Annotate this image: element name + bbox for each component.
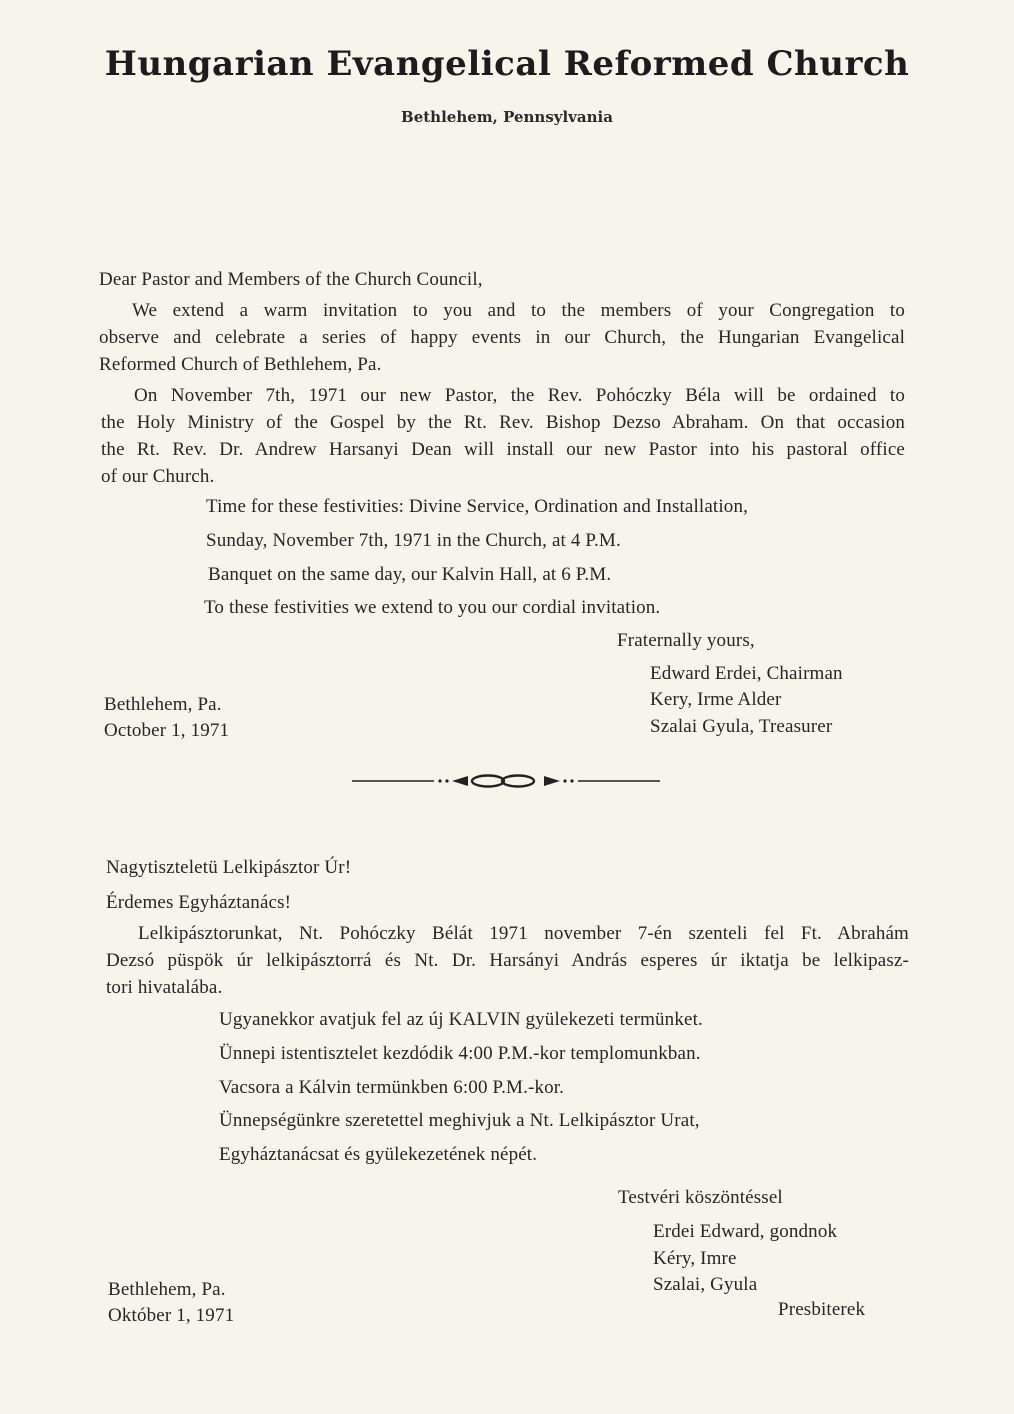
hungarian-signatory: Szalai, Gyula <box>653 1274 758 1295</box>
hungarian-schedule-line: Ünnepségünkre szeretettel meghivjuk a Nt. Lelkipásztor Urat, <box>219 1110 700 1131</box>
hungarian-schedule-line: Ugyanekkor avatjuk fel az új KALVIN gyülekezeti termünket. <box>219 1009 703 1030</box>
hungarian-schedule-line: Vacsora a Kálvin termünkben 6:00 P.M.-kor. <box>219 1077 565 1098</box>
paragraph-line: We extend a warm invitation to you and to the members of your Congregation to <box>132 300 905 321</box>
hungarian-role: Presbiterek <box>778 1299 866 1320</box>
hungarian-place: Bethlehem, Pa. <box>108 1279 226 1300</box>
hungarian-salutation: Nagytiszteletü Lelkipásztor Úr! <box>106 857 352 878</box>
english-paragraph-1 <box>99 297 905 378</box>
english-paragraph-2 <box>101 382 905 490</box>
paragraph-line: tori hivatalába. <box>106 977 223 998</box>
paragraph-line: the Rt. Rev. Dr. Andrew Harsanyi Dean will install our new Pastor into his pastoral office <box>101 439 905 460</box>
paragraph-line: Reformed Church of Bethlehem, Pa. <box>99 354 382 375</box>
paragraph-line: observe and celebrate a series of happy events in our Church, the Hungarian Evangelical <box>99 327 905 348</box>
ornament-divider <box>352 772 660 790</box>
english-signatory: Kery, Irme Alder <box>650 689 782 710</box>
letterhead-subtitle: Bethlehem, Pennsylvania <box>401 108 613 126</box>
paragraph-line: On November 7th, 1971 our new Pastor, the Rev. Pohóczky Béla will be ordained to <box>134 385 905 406</box>
hungarian-date: Október 1, 1971 <box>108 1305 235 1326</box>
hungarian-closing: Testvéri köszöntéssel <box>618 1187 783 1208</box>
english-signatory: Szalai Gyula, Treasurer <box>650 716 833 737</box>
paragraph-line: the Holy Ministry of the Gospel by the Rt. Rev. Bishop Dezso Abraham. On that occasion <box>101 412 905 433</box>
english-signatory: Edward Erdei, Chairman <box>650 663 843 684</box>
english-schedule-line: Banquet on the same day, our Kalvin Hall, at 6 P.M. <box>208 564 612 585</box>
paragraph-line: Lelkipásztorunkat, Nt. Pohóczky Bélát 1971 november 7-én szenteli fel Ft. Abrahám <box>138 923 909 944</box>
paragraph-line: Dezsó püspök úr lelkipásztorrá és Nt. Dr. Harsányi András esperes úr iktatja be lelkipasz- <box>106 950 909 971</box>
hungarian-paragraph <box>106 920 909 1001</box>
hungarian-signatory: Kéry, Imre <box>653 1248 737 1269</box>
english-salutation: Dear Pastor and Members of the Church Council, <box>99 269 483 290</box>
hungarian-schedule-line: Egyháztanácsat és gyülekezetének népét. <box>219 1144 538 1165</box>
hungarian-signatory: Erdei Edward, gondnok <box>653 1221 838 1242</box>
letterhead-title: Hungarian Evangelical Reformed Church <box>104 44 910 84</box>
english-closing: Fraternally yours, <box>617 630 755 651</box>
hungarian-salutation-council: Érdemes Egyháztanács! <box>106 892 292 913</box>
paragraph-line: of our Church. <box>101 466 215 487</box>
hungarian-schedule-line: Ünnepi istentisztelet kezdódik 4:00 P.M.-kor templomunkban. <box>219 1043 701 1064</box>
english-schedule-line: To these festivities we extend to you our cordial invitation. <box>204 597 661 618</box>
english-date: October 1, 1971 <box>104 720 230 741</box>
english-place: Bethlehem, Pa. <box>104 694 222 715</box>
english-schedule-line: Time for these festivities: Divine Service, Ordination and Installation, <box>206 496 748 517</box>
english-schedule-line: Sunday, November 7th, 1971 in the Church, at 4 P.M. <box>206 530 621 551</box>
